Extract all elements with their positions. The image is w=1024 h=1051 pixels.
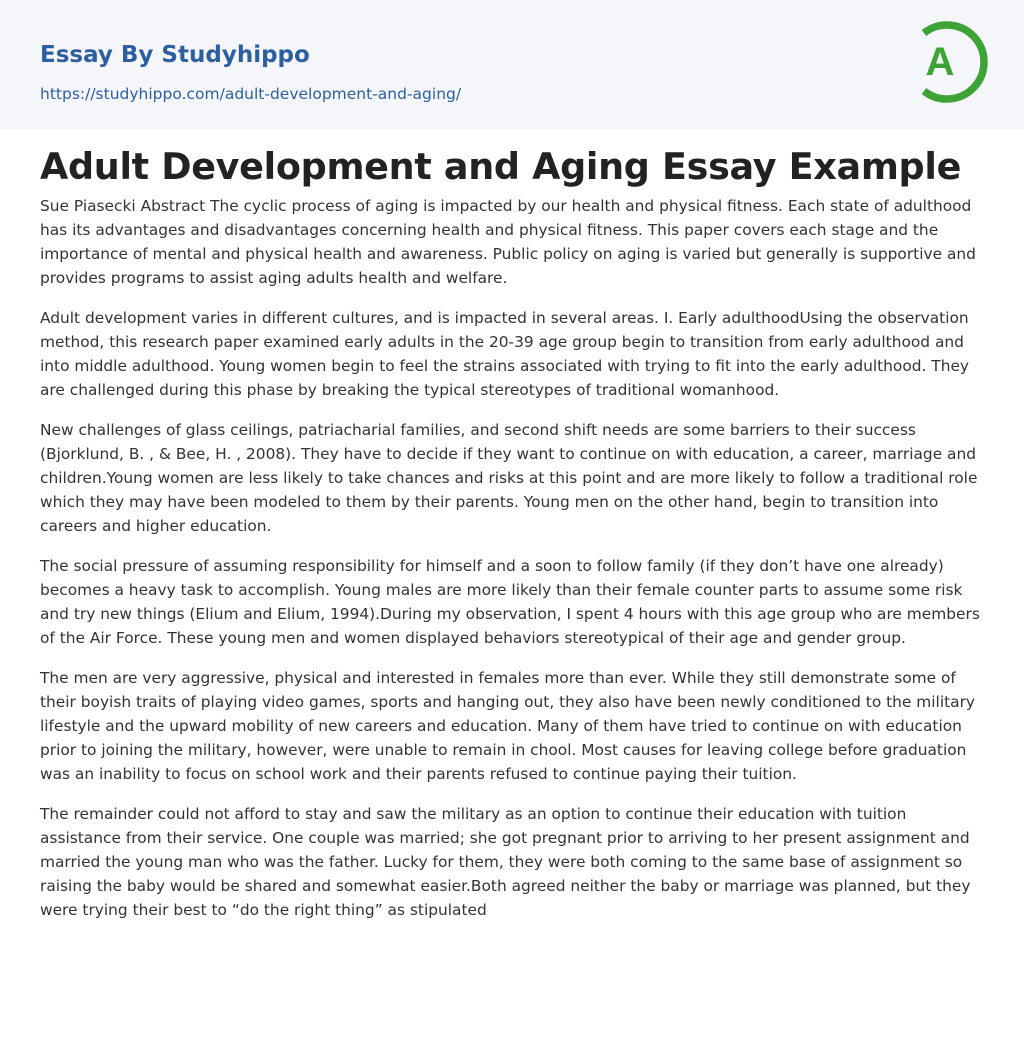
page-title: Adult Development and Aging Essay Example [40,145,962,188]
studyhippo-logo-icon[interactable] [908,18,988,106]
source-url-link[interactable]: https://studyhippo.com/adult-development-and-aging/ [40,85,462,103]
brand-title: Essay By Studyhippo [40,42,310,68]
site-header [0,0,1024,129]
paragraph: The men are very aggressive, physical and interested in females more than ever. While they still demonstrate some of their boyish traits of playing video games, sports and hanging out, they also have been newly conditioned to the military lifestyle and the upward mobility of new careers and education. Many of them have tried to continue on with education prior to joining the military, however, were unable to remain in chool. Most causes for leaving college before graduation was an inability to focus on school work and their parents refused to continue paying their tuition. [40,669,976,783]
paragraph: The remainder could not afford to stay and saw the military as an option to continue their education with tuition assistance from their service. One couple was married; she got pregnant prior to arriving to her present assignment and married the young man who was the father. Lucky for them, they were both coming to the same base of assignment so raising the baby would be shared and somewhat easier.Both agreed neither the baby or marriage was planned, but they were trying their best to “do the right thing” as stipulated [40,805,971,919]
paragraph: The social pressure of assuming responsibility for himself and a soon to follow family (if they don’t have one already) becomes a heavy task to accomplish. Young males are more likely than their female counter parts to assume some risk and try new things (Elium and Elium, 1994).During my observation, I spent 4 hours with this age group who are members of the Air Force. These young men and women displayed behaviors stereotypical of their age and gender group. [40,557,980,647]
logo-letter: A [925,40,955,84]
essay-body [40,194,986,938]
paragraph: Sue Piasecki Abstract The cyclic process of aging is impacted by our health and physical fitness. Each state of adulthood has its advantages and disadvantages concerning health and physical fitness. This paper covers each stage and the importance of mental and physical health and awareness. Public policy on aging is varied but generally is supportive and provides programs to assist aging adults health and welfare. [40,197,976,287]
paragraph: New challenges of glass ceilings, patriacharial families, and second shift needs are some barriers to their success (Bjorklund, B. , & Bee, H. , 2008). They have to decide if they want to continue on with education, a career, marriage and children.Young women are less likely to take chances and risks at this point and are more likely to follow a traditional role which they may have been modeled to them by their parents. Young men on the other hand, begin to transition into careers and higher education. [40,421,978,535]
paragraph: Adult development varies in different cultures, and is impacted in several areas. I. Early adulthoodUsing the observation method, this research paper examined early adults in the 20-39 age group begin to transition from early adulthood and into middle adulthood. Young women begin to feel the strains associated with trying to fit into the early adulthood. They are challenged during this phase by breaking the typical stereotypes of traditional womanhood. [40,309,970,399]
